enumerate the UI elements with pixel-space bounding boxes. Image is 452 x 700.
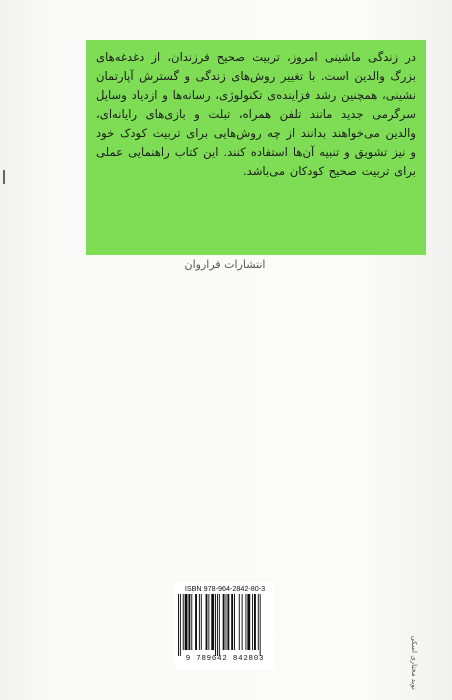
barcode-bar xyxy=(208,594,209,650)
barcode-bar xyxy=(219,594,220,656)
barcode-bar xyxy=(260,594,261,656)
barcode-bar xyxy=(191,594,192,650)
barcode-bar xyxy=(206,594,208,650)
isbn-label: ISBN 978-964-2842-80-3 xyxy=(184,584,266,593)
publisher-name: انتشارات فراروان xyxy=(184,258,266,271)
barcode-bar xyxy=(183,594,184,650)
barcode-bar xyxy=(180,594,181,656)
barcode-bar xyxy=(227,594,229,650)
barcode-bar xyxy=(245,594,246,650)
barcode-bar xyxy=(211,594,214,650)
barcode-bar xyxy=(252,594,253,650)
barcode-icon xyxy=(177,594,273,656)
barcode-bar xyxy=(242,594,243,650)
side-credit: نوید مختاری اسکی xyxy=(410,635,418,690)
barcode-bar xyxy=(234,594,235,650)
blurb-text: در زندگی ماشینی امروز، تربیت صحیح فرزندان، از دغدغه‌های بزرگ والدین است. با تغییر روش‌های زندگی و گسترش آپارتمان نشینی، همچنین رشد فزاینده‌ی تکنولوژی، رسانه‌ها و ازدیاد وسایل سرگرمی جدید مانند تلفن همراه، تبلت و بازی‌های رایانه‌ای، والدین می‌خواهند بدانند از چه روش‌هایی برای تربیت کودک خود و نیز تشویق و تنبیه آن‌ها استفاده کنند. این کتاب راهنمایی عملی برای تربیت صحیح کودکان می‌باشد. xyxy=(96,50,416,178)
barcode-bar xyxy=(258,594,259,650)
barcode-bar xyxy=(201,594,202,650)
blurb-panel xyxy=(86,40,426,255)
barcode-bar xyxy=(226,594,227,650)
barcode-bar xyxy=(217,594,218,656)
barcode-bar xyxy=(195,594,197,650)
barcode-bar xyxy=(215,594,216,656)
barcode-bar xyxy=(239,594,240,650)
barcode-bar xyxy=(223,594,225,650)
barcode-bar xyxy=(199,594,200,650)
isbn-barcode xyxy=(175,582,275,670)
barcode-digits: 9 789642 842803 xyxy=(185,655,265,663)
barcode-bar xyxy=(178,594,179,656)
barcode-bar xyxy=(247,594,250,650)
barcode-bar xyxy=(188,594,190,650)
barcode-bar xyxy=(254,594,256,650)
fold-mark xyxy=(3,170,5,184)
barcode-bar xyxy=(185,594,188,650)
barcode-bar xyxy=(231,594,233,650)
